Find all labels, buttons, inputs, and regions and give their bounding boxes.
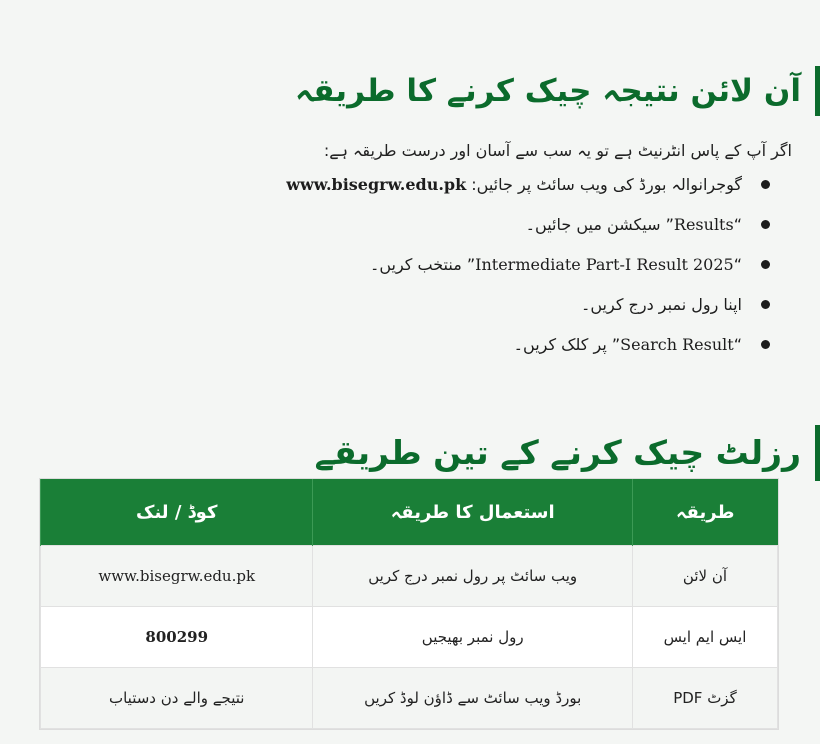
step-text: ” پر کلک کریں۔ — [513, 335, 621, 354]
table-cell: آن لائن — [632, 546, 777, 607]
three-methods-heading: رزلٹ چیک کرنے کے تین طریقے — [315, 425, 820, 481]
list-item — [286, 208, 770, 248]
table-header-row — [41, 479, 778, 546]
bullet-icon — [761, 300, 770, 309]
step-text: اپنا رول نمبر درج کریں۔ — [580, 295, 742, 314]
website-link[interactable]: www.bisegrw.edu.pk — [41, 546, 313, 607]
bullet-icon — [761, 340, 770, 349]
step-text: گوجرانوالہ بورڈ کی ویب سائٹ پر جائیں: — [466, 175, 742, 194]
column-header-code: کوڈ / لنک — [41, 479, 313, 546]
step-text: “ — [733, 255, 742, 274]
bullet-icon — [761, 260, 770, 269]
table-row — [41, 546, 778, 607]
step-term: Intermediate Part-I Result 2025 — [475, 255, 734, 274]
table-cell: گزٹ PDF — [632, 668, 777, 729]
table-cell: رول نمبر بھیجیں — [313, 607, 632, 668]
column-header-usage: استعمال کا طریقہ — [313, 479, 632, 546]
step-text: ” سیکشن میں جائیں۔ — [525, 215, 674, 234]
list-item — [286, 168, 770, 208]
bullet-icon — [761, 220, 770, 229]
table-cell: نتیجے والے دن دستیاب — [41, 668, 313, 729]
step-text: “ — [733, 215, 742, 234]
list-item — [286, 328, 770, 368]
website-link[interactable]: www.bisegrw.edu.pk — [286, 175, 467, 194]
list-item — [286, 288, 770, 328]
methods-table — [40, 479, 778, 729]
step-text: “ — [733, 335, 742, 354]
online-result-heading: آن لائن نتیجہ چیک کرنے کا طریقہ — [295, 66, 820, 116]
table-row — [41, 607, 778, 668]
column-header-method: طریقہ — [632, 479, 777, 546]
step-term: Search Result — [620, 335, 734, 354]
bullet-icon — [761, 180, 770, 189]
table-cell: ایس ایم ایس — [632, 607, 777, 668]
table-cell: ویب سائٹ پر رول نمبر درج کریں — [313, 546, 632, 607]
table-row — [41, 668, 778, 729]
table-cell: بورڈ ویب سائٹ سے ڈاؤن لوڈ کریں — [313, 668, 632, 729]
steps-list — [286, 168, 770, 368]
step-term: Results — [673, 215, 734, 234]
sms-code: 800299 — [41, 607, 313, 668]
list-item — [286, 248, 770, 288]
intro-paragraph: اگر آپ کے پاس انٹرنیٹ ہے تو یہ سب سے آسان اور درست طریقہ ہے: — [323, 141, 792, 160]
step-text: ” منتخب کریں۔ — [369, 255, 476, 274]
